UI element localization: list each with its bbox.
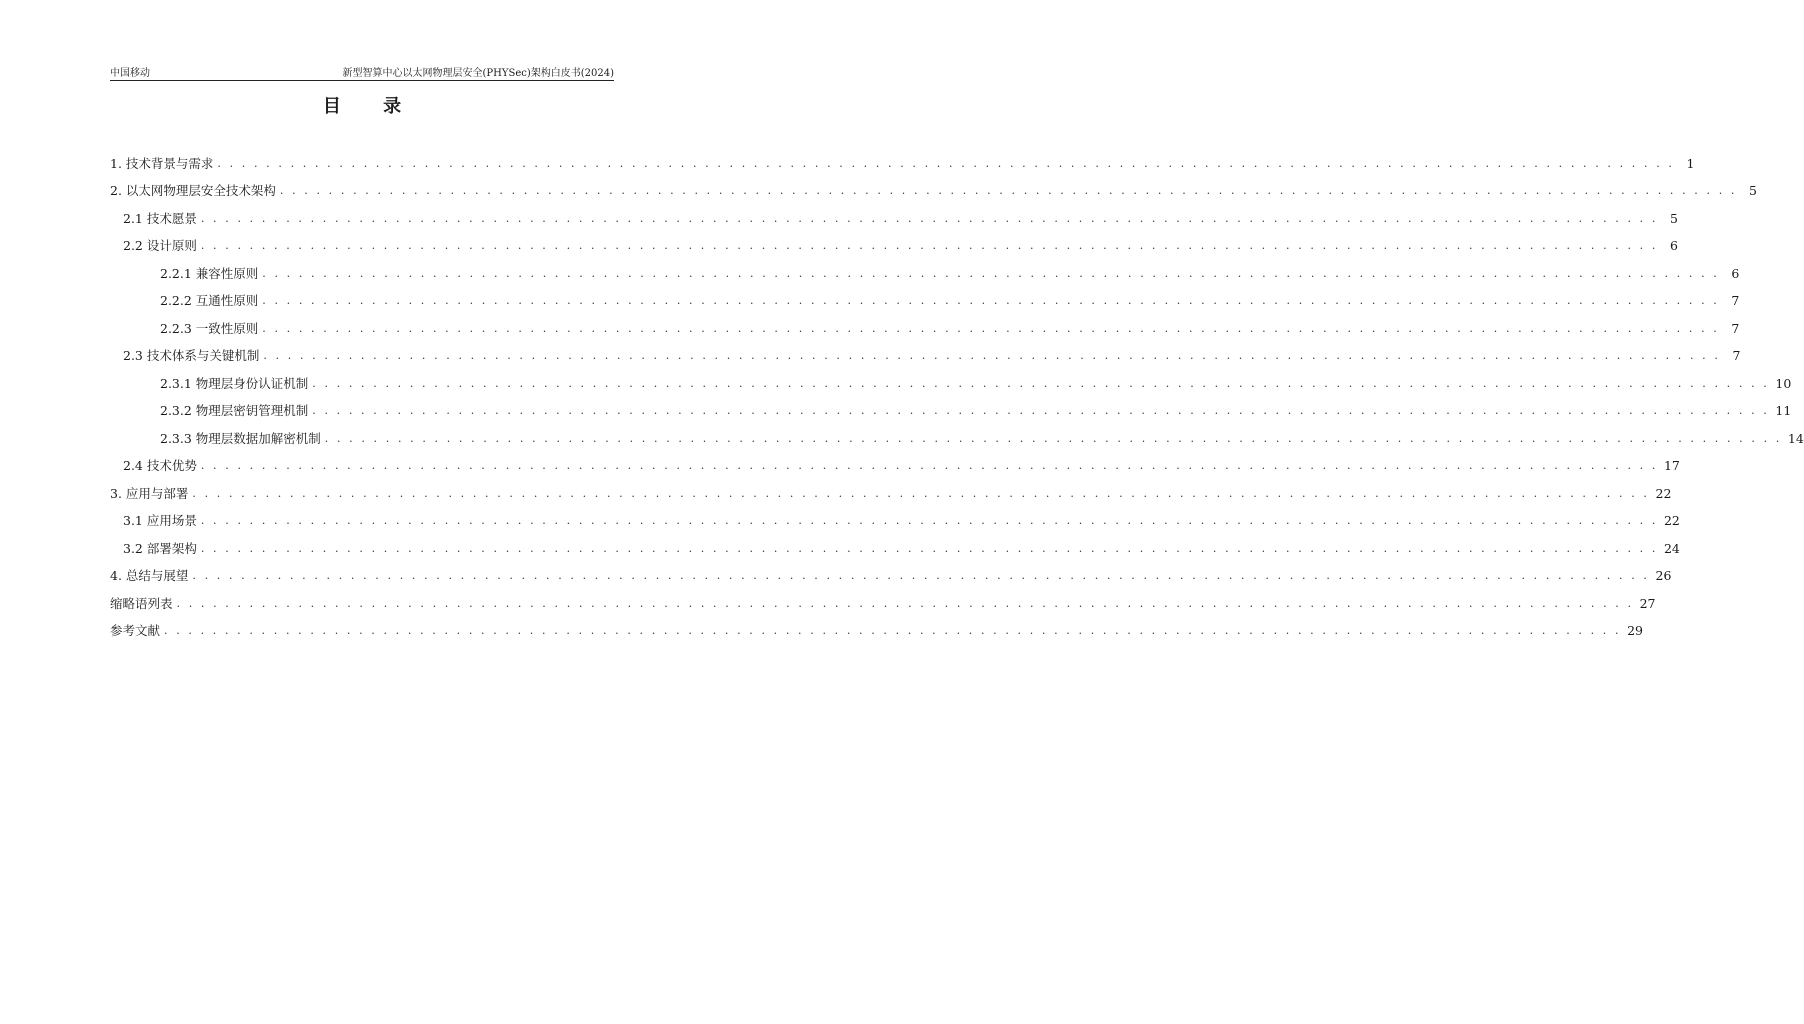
toc-entry-label: 1. 技术背景与需求: [110, 155, 214, 171]
toc-entry-page-number: 29: [1627, 623, 1644, 639]
toc-entry[interactable]: [110, 288, 1740, 316]
toc-entry-label: 2. 以太网物理层安全技术架构: [110, 183, 276, 199]
toc-entry-page-number: 7: [1731, 320, 1740, 336]
toc-entry-page-number: 7: [1731, 293, 1740, 309]
toc-entry[interactable]: [110, 178, 1757, 206]
toc-dot-leader: . . . . . . . . . . . . . . . . . . . . . . . . . . . . . . . . . . . . . . . . . . . . . . . . . . . . . . . . . . . . . . . . . . . . . . . . . . . . . . . . . . . . . . . . . . . . . . . . . . . . . . . . . . . . . . . . . . . . . . . .: [217, 156, 1675, 170]
toc-dot-leader: . . . . . . . . . . . . . . . . . . . . . . . . . . . . . . . . . . . . . . . . . . . . . . . . . . . . . . . . . . . . . . . . . . . . . . . . . . . . . . . . . . . . . . . . . . . . . . . . . . . . . . . . . . . . . . . . . . . . . . . .: [262, 266, 1720, 280]
toc-entry-page-number: 14: [1787, 430, 1804, 446]
toc-entry[interactable]: [110, 233, 1678, 261]
toc-dot-leader: . . . . . . . . . . . . . . . . . . . . . . . . . . . . . . . . . . . . . . . . . . . . . . . . . . . . . . . . . . . . . . . . . . . . . . . . . . . . . . . . . . . . . . . . . . . . . . . . . . . . . . . . . . . . . . . . . . . . . . . .: [164, 624, 1622, 638]
toc-entry-label: 2.3 技术体系与关键机制: [123, 348, 260, 364]
toc-dot-leader: . . . . . . . . . . . . . . . . . . . . . . . . . . . . . . . . . . . . . . . . . . . . . . . . . . . . . . . . . . . . . . . . . . . . . . . . . . . . . . . . . . . . . . . . . . . . . . . . . . . . . . . . . . . . . . . . . . . . . . . .: [200, 239, 1658, 253]
toc-dot-leader: . . . . . . . . . . . . . . . . . . . . . . . . . . . . . . . . . . . . . . . . . . . . . . . . . . . . . . . . . . . . . . . . . . . . . . . . . . . . . . . . . . . . . . . . . . . . . . . . . . . . . . . . . . . . . . . . . . . . . . . .: [192, 569, 1650, 583]
toc-entry-label: 2.3.2 物理层密钥管理机制: [160, 403, 309, 419]
toc-dot-leader: . . . . . . . . . . . . . . . . . . . . . . . . . . . . . . . . . . . . . . . . . . . . . . . . . . . . . . . . . . . . . . . . . . . . . . . . . . . . . . . . . . . . . . . . . . . . . . . . . . . . . . . . . . . . . . . . . . . . . . . .: [279, 184, 1737, 198]
header-divider: [110, 80, 614, 81]
toc-entry-page-number: 5: [1749, 183, 1757, 199]
header-organization: 中国移动: [110, 68, 150, 79]
toc-dot-leader: . . . . . . . . . . . . . . . . . . . . . . . . . . . . . . . . . . . . . . . . . . . . . . . . . . . . . . . . . . . . . . . . . . . . . . . . . . . . . . . . . . . . . . . . . . . . . . . . . . . . . . . . . . . . . . . . . . . . . . . .: [200, 211, 1658, 225]
toc-dot-leader: . . . . . . . . . . . . . . . . . . . . . . . . . . . . . . . . . . . . . . . . . . . . . . . . . . . . . . . . . . . . . . . . . . . . . . . . . . . . . . . . . . . . . . . . . . . . . . . . . . . . . . . . . . . . . . . . . . . . . . . .: [262, 294, 1720, 308]
toc-entry-page-number: 5: [1670, 210, 1678, 226]
toc-entry[interactable]: [110, 260, 1740, 288]
toc-dot-leader: . . . . . . . . . . . . . . . . . . . . . . . . . . . . . . . . . . . . . . . . . . . . . . . . . . . . . . . . . . . . . . . . . . . . . . . . . . . . . . . . . . . . . . . . . . . . . . . . . . . . . . . . . . . . . . . . . . . . . . . .: [176, 596, 1634, 610]
toc-entry-page-number: 1: [1686, 155, 1695, 171]
toc-entry-label: 参考文献: [110, 623, 161, 639]
toc-dot-leader: . . . . . . . . . . . . . . . . . . . . . . . . . . . . . . . . . . . . . . . . . . . . . . . . . . . . . . . . . . . . . . . . . . . . . . . . . . . . . . . . . . . . . . . . . . . . . . . . . . . . . . . . . . . . . . . . . . . . . . . .: [262, 321, 1720, 335]
toc-entry-page-number: 27: [1639, 595, 1656, 611]
toc-dot-leader: . . . . . . . . . . . . . . . . . . . . . . . . . . . . . . . . . . . . . . . . . . . . . . . . . . . . . . . . . . . . . . . . . . . . . . . . . . . . . . . . . . . . . . . . . . . . . . . . . . . . . . . . . . . . . . . . . . . . . . . .: [200, 514, 1658, 528]
toc-entry[interactable]: [110, 563, 1672, 591]
toc-entry-label: 2.1 技术愿景: [123, 210, 197, 226]
toc-entry[interactable]: [110, 150, 1695, 178]
toc-entry-label: 3.2 部署架构: [123, 540, 197, 556]
toc-entry-label: 2.2.3 一致性原则: [160, 320, 259, 336]
toc-entry[interactable]: [110, 425, 1804, 453]
toc-entry-label: 4. 总结与展望: [110, 568, 189, 584]
toc-entry-label: 2.4 技术优势: [123, 458, 197, 474]
header-document-title: 新型智算中心以太网物理层安全(PHYSec)架构白皮书(2024): [342, 68, 614, 79]
toc-entry-page-number: 7: [1732, 348, 1741, 364]
toc-dot-leader: . . . . . . . . . . . . . . . . . . . . . . . . . . . . . . . . . . . . . . . . . . . . . . . . . . . . . . . . . . . . . . . . . . . . . . . . . . . . . . . . . . . . . . . . . . . . . . . . . . . . . . . . . . . . . . . . . . . . . . . .: [192, 486, 1650, 500]
toc-entry[interactable]: [110, 453, 1680, 481]
toc-dot-leader: . . . . . . . . . . . . . . . . . . . . . . . . . . . . . . . . . . . . . . . . . . . . . . . . . . . . . . . . . . . . . . . . . . . . . . . . . . . . . . . . . . . . . . . . . . . . . . . . . . . . . . . . . . . . . . . . . . . . . . . .: [263, 349, 1721, 363]
toc-entry[interactable]: [110, 508, 1680, 536]
toc-entry[interactable]: [110, 480, 1672, 508]
page-header: [110, 64, 614, 80]
toc-entry-label: 2.2.2 互通性原则: [160, 293, 259, 309]
toc-entry-label: 2.2.1 兼容性原则: [160, 265, 259, 281]
toc-entry-page-number: 10: [1775, 375, 1792, 391]
toc-entry-page-number: 22: [1663, 513, 1680, 529]
toc-entry[interactable]: [110, 618, 1644, 646]
toc-dot-leader: . . . . . . . . . . . . . . . . . . . . . . . . . . . . . . . . . . . . . . . . . . . . . . . . . . . . . . . . . . . . . . . . . . . . . . . . . . . . . . . . . . . . . . . . . . . . . . . . . . . . . . . . . . . . . . . . . . . . . . . .: [324, 431, 1782, 445]
toc-entry-label: 3.1 应用场景: [123, 513, 197, 529]
toc-entry[interactable]: [110, 370, 1792, 398]
toc-dot-leader: . . . . . . . . . . . . . . . . . . . . . . . . . . . . . . . . . . . . . . . . . . . . . . . . . . . . . . . . . . . . . . . . . . . . . . . . . . . . . . . . . . . . . . . . . . . . . . . . . . . . . . . . . . . . . . . . . . . . . . . .: [312, 404, 1770, 418]
toc-entry-page-number: 17: [1663, 458, 1680, 474]
toc-entry[interactable]: [110, 590, 1656, 618]
toc-entry-label: 2.3.3 物理层数据加解密机制: [160, 430, 321, 446]
toc-entry-label: 2.3.1 物理层身份认证机制: [160, 375, 309, 391]
toc-dot-leader: . . . . . . . . . . . . . . . . . . . . . . . . . . . . . . . . . . . . . . . . . . . . . . . . . . . . . . . . . . . . . . . . . . . . . . . . . . . . . . . . . . . . . . . . . . . . . . . . . . . . . . . . . . . . . . . . . . . . . . . .: [200, 459, 1658, 473]
toc-entry-page-number: 26: [1655, 568, 1672, 584]
table-of-contents: [110, 150, 1804, 645]
toc-entry[interactable]: [110, 535, 1680, 563]
toc-entry[interactable]: [110, 398, 1792, 426]
toc-entry-page-number: 24: [1663, 540, 1680, 556]
toc-entry-label: 缩略语列表: [110, 595, 173, 611]
toc-entry-label: 3. 应用与部署: [110, 485, 189, 501]
toc-dot-leader: . . . . . . . . . . . . . . . . . . . . . . . . . . . . . . . . . . . . . . . . . . . . . . . . . . . . . . . . . . . . . . . . . . . . . . . . . . . . . . . . . . . . . . . . . . . . . . . . . . . . . . . . . . . . . . . . . . . . . . . .: [312, 376, 1770, 390]
toc-entry[interactable]: [110, 205, 1678, 233]
toc-title: 目 录: [322, 96, 420, 117]
toc-entry-page-number: 6: [1670, 238, 1678, 254]
toc-entry-page-number: 11: [1775, 403, 1792, 419]
toc-dot-leader: . . . . . . . . . . . . . . . . . . . . . . . . . . . . . . . . . . . . . . . . . . . . . . . . . . . . . . . . . . . . . . . . . . . . . . . . . . . . . . . . . . . . . . . . . . . . . . . . . . . . . . . . . . . . . . . . . . . . . . . .: [200, 541, 1658, 555]
toc-entry[interactable]: [110, 315, 1740, 343]
toc-entry-page-number: 22: [1655, 485, 1672, 501]
toc-entry[interactable]: [110, 343, 1741, 371]
toc-entry-label: 2.2 设计原则: [123, 238, 197, 254]
toc-entry-page-number: 6: [1731, 265, 1740, 281]
